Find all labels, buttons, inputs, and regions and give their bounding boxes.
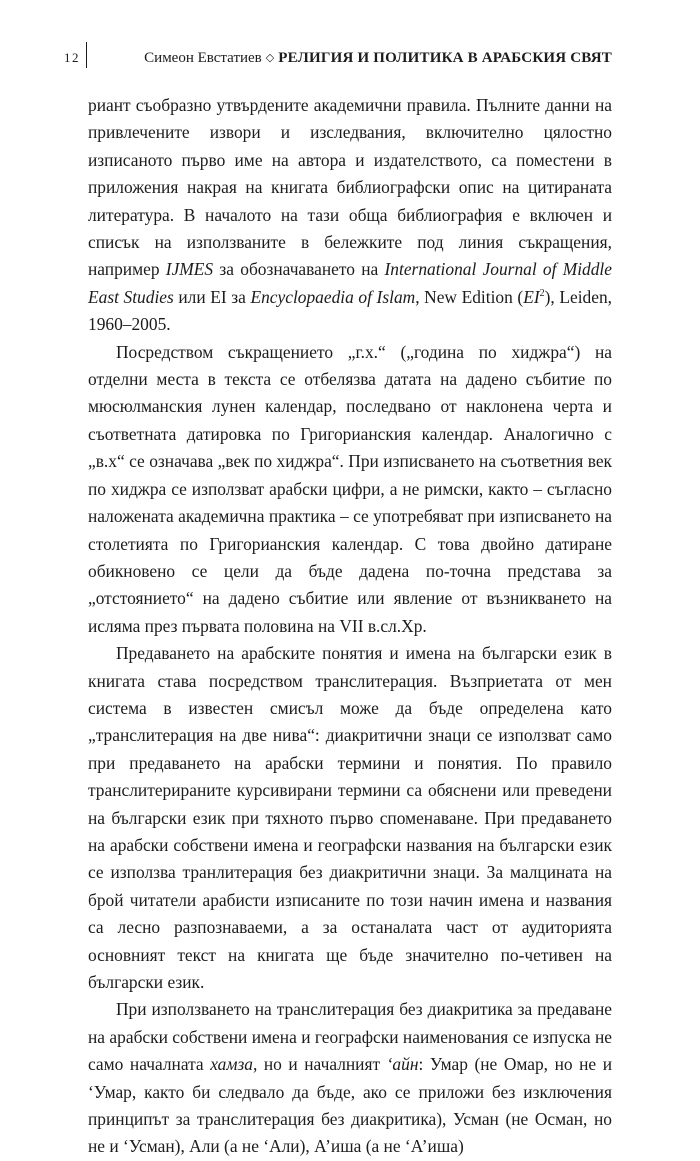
text-run: Предаването на арабските понятия и имена на български език в книгата става посредством транслитерация. Възприетата от мен система в известен смисъл може да бъде определена като „транслитерация на две нива“: диакритични знаци се използват само при предаването на арабски термини и понятия. По правило транслитерираните курсивирани термини са обяснени или преведени на български език при тяхното първо споменаване. При предаването на арабски собствени имена и географски названия на български език се използва транлитерация без диакритични знаци. За малцината на брой читатели арабисти изписаните по този начин имена и названия са лесно разпознаваеми, а за останалата част от аудиторията основният текст на книгата ще бъде значително по-четивен на български език. (88, 643, 612, 992)
italic-term: Encyclopaedia of Islam (250, 286, 416, 307)
text-run: , но и началният (252, 1054, 387, 1075)
italic-term: хамза (210, 1054, 253, 1075)
italic-term: IJMES (165, 259, 214, 280)
running-header (0, 47, 700, 69)
italic-term: EI (523, 286, 540, 307)
text-run: : Умар (не Омар, но не и ‘Умар, както би следвало да бъде, ако се приложи без изключения принципът за транслитерация без диакритика), Усман (не Осман, но не и ‘Усман), Али (а не ‘Али), А’иша (а не ‘А’иша) (88, 1054, 613, 1157)
header-divider (86, 42, 87, 68)
italic-term: International Journal of Middle East Studies (88, 259, 612, 307)
diamond-separator-icon: ◇ (265, 52, 275, 64)
paragraph-p3 (88, 640, 612, 996)
text-run: риант съобразно утвърдените академични правила. Пълните данни на привлечените извори и изследвания, включително цялостно изписаното първо име на автора и издателството, са поместени в приложения накрая на книгата библиографски опис на цитираната литература. В началото на тази обща библиография е включен и списък на използваните в бележките под линия съкращения, например (88, 95, 612, 280)
running-head (144, 47, 612, 70)
running-head-author: Симеон Евстатиев (144, 50, 262, 66)
paragraph-p4 (88, 996, 612, 1160)
text-run: ), Leiden, 1960–2005. (88, 286, 612, 335)
paragraph-p2 (88, 339, 612, 640)
text-run: или EI за (173, 286, 251, 307)
text-run: Посредством съкращението „г.х.“ („година по хиджра“) на отделни места в текста се отбелязва датата на дадено събитие по мюсюлманския лунен календар, последвано от наклонена черта и съответната датировка по Григорианския календар. Аналогично с „в.х“ се означава „век по хиджра“. При изписването на съответния век по хиджра се използват арабски цифри, а не римски, както – съгласно наложената академична практика – се употребяват при изписването на столетията по Григорианския календар. С това двойно датиране обикновено се цели да бъде дадена по-точна представа за „отстоянието“ на дадено събитие или явление от възникването на исляма през първата половина на VII в.сл.Хр. (88, 341, 612, 636)
superscript: 2 (539, 288, 545, 300)
text-run: , New Edition ( (415, 286, 524, 307)
page-number: 12 (64, 50, 80, 65)
running-head-title: РЕЛИГИЯ И ПОЛИТИКА В АРАБСКИЯ СВЯТ (278, 50, 612, 66)
italic-term: ‘айн (386, 1054, 419, 1075)
text-run: за обозначаването на (213, 259, 385, 280)
body-text (88, 92, 612, 1161)
text-run: При използването на транслитерация без диакритика за предаване на арабски собствени имена и географски наименования се изпуска не само началната (88, 999, 612, 1075)
paragraph-p1 (88, 92, 612, 339)
